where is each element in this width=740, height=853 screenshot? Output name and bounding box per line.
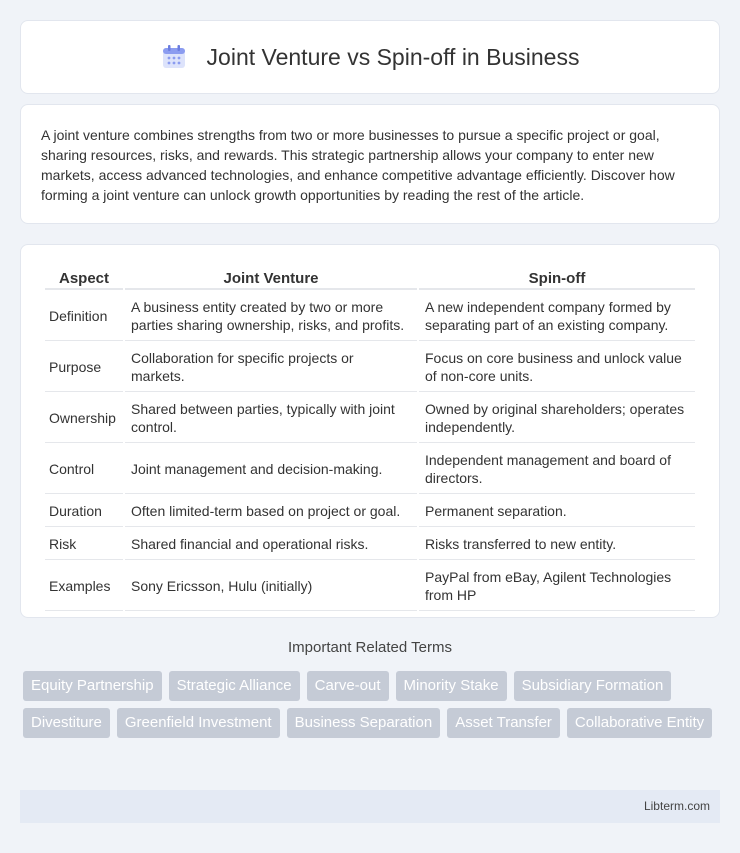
table-cell-aspect: Risk bbox=[45, 529, 123, 560]
table-cell-jv: Collaboration for specific projects or markets. bbox=[125, 343, 417, 392]
related-term-tag[interactable]: Subsidiary Formation bbox=[514, 671, 672, 701]
table-cell-so: A new independent company formed by separating part of an existing company. bbox=[419, 292, 695, 341]
related-term-tag[interactable]: Collaborative Entity bbox=[567, 708, 712, 738]
table-cell-so: PayPal from eBay, Agilent Technologies from HP bbox=[419, 562, 695, 611]
table-cell-aspect: Ownership bbox=[45, 394, 123, 443]
footer-site-link[interactable]: Libterm.com bbox=[643, 799, 710, 813]
table-cell-jv: Shared between parties, typically with joint control. bbox=[125, 394, 417, 443]
table-row bbox=[45, 529, 695, 560]
related-terms-list bbox=[23, 671, 723, 738]
related-term-tag[interactable]: Divestiture bbox=[23, 708, 110, 738]
table-cell-so: Focus on core business and unlock value of non-core units. bbox=[419, 343, 695, 392]
table-row bbox=[45, 496, 695, 527]
table-cell-aspect: Purpose bbox=[45, 343, 123, 392]
intro-text: A joint venture combines strengths from two or more businesses to pursue a specific project or goal, sharing resources, risks, and rewards. This strategic partnership allows your company to enter new markets, access advanced technologies, and enhance competitive advantage efficiently. Discover how forming a joint venture can unlock growth opportunities by reading the rest of the article. bbox=[41, 127, 675, 203]
table-row bbox=[45, 394, 695, 443]
table-cell-aspect: Duration bbox=[45, 496, 123, 527]
intro-card bbox=[20, 104, 720, 224]
column-header-joint-venture: Joint Venture bbox=[125, 267, 417, 290]
table-cell-so: Risks transferred to new entity. bbox=[419, 529, 695, 560]
related-term-tag[interactable]: Greenfield Investment bbox=[117, 708, 280, 738]
related-term-tag[interactable]: Carve-out bbox=[307, 671, 389, 701]
related-terms-title: Important Related Terms bbox=[288, 639, 452, 656]
table-cell-jv: Sony Ericsson, Hulu (initially) bbox=[125, 562, 417, 611]
page-title: Joint Venture vs Spin-off in Business bbox=[206, 43, 580, 70]
comparison-table-card bbox=[20, 244, 720, 618]
table-cell-aspect: Examples bbox=[45, 562, 123, 611]
comparison-table bbox=[43, 265, 697, 613]
table-cell-so: Owned by original shareholders; operates independently. bbox=[419, 394, 695, 443]
related-term-tag[interactable]: Strategic Alliance bbox=[169, 671, 300, 701]
table-cell-aspect: Definition bbox=[45, 292, 123, 341]
table-cell-aspect: Control bbox=[45, 445, 123, 494]
table-cell-jv: A business entity created by two or more parties sharing ownership, risks, and profits. bbox=[125, 292, 417, 341]
table-cell-jv: Joint management and decision-making. bbox=[125, 445, 417, 494]
footer bbox=[20, 790, 720, 823]
table-row bbox=[45, 343, 695, 392]
related-term-tag[interactable]: Asset Transfer bbox=[447, 708, 560, 738]
header-card bbox=[20, 20, 720, 94]
column-header-aspect: Aspect bbox=[45, 267, 123, 290]
related-term-tag[interactable]: Equity Partnership bbox=[23, 671, 162, 701]
table-cell-so: Permanent separation. bbox=[419, 496, 695, 527]
calendar-icon bbox=[161, 44, 187, 70]
related-term-tag[interactable]: Minority Stake bbox=[396, 671, 507, 701]
table-cell-so: Independent management and board of directors. bbox=[419, 445, 695, 494]
table-cell-jv: Shared financial and operational risks. bbox=[125, 529, 417, 560]
table-row bbox=[45, 562, 695, 611]
table-cell-jv: Often limited-term based on project or goal. bbox=[125, 496, 417, 527]
related-term-tag[interactable]: Business Separation bbox=[287, 708, 441, 738]
table-header-row bbox=[45, 267, 695, 290]
table-row bbox=[45, 445, 695, 494]
table-row bbox=[45, 292, 695, 341]
column-header-spin-off: Spin-off bbox=[419, 267, 695, 290]
